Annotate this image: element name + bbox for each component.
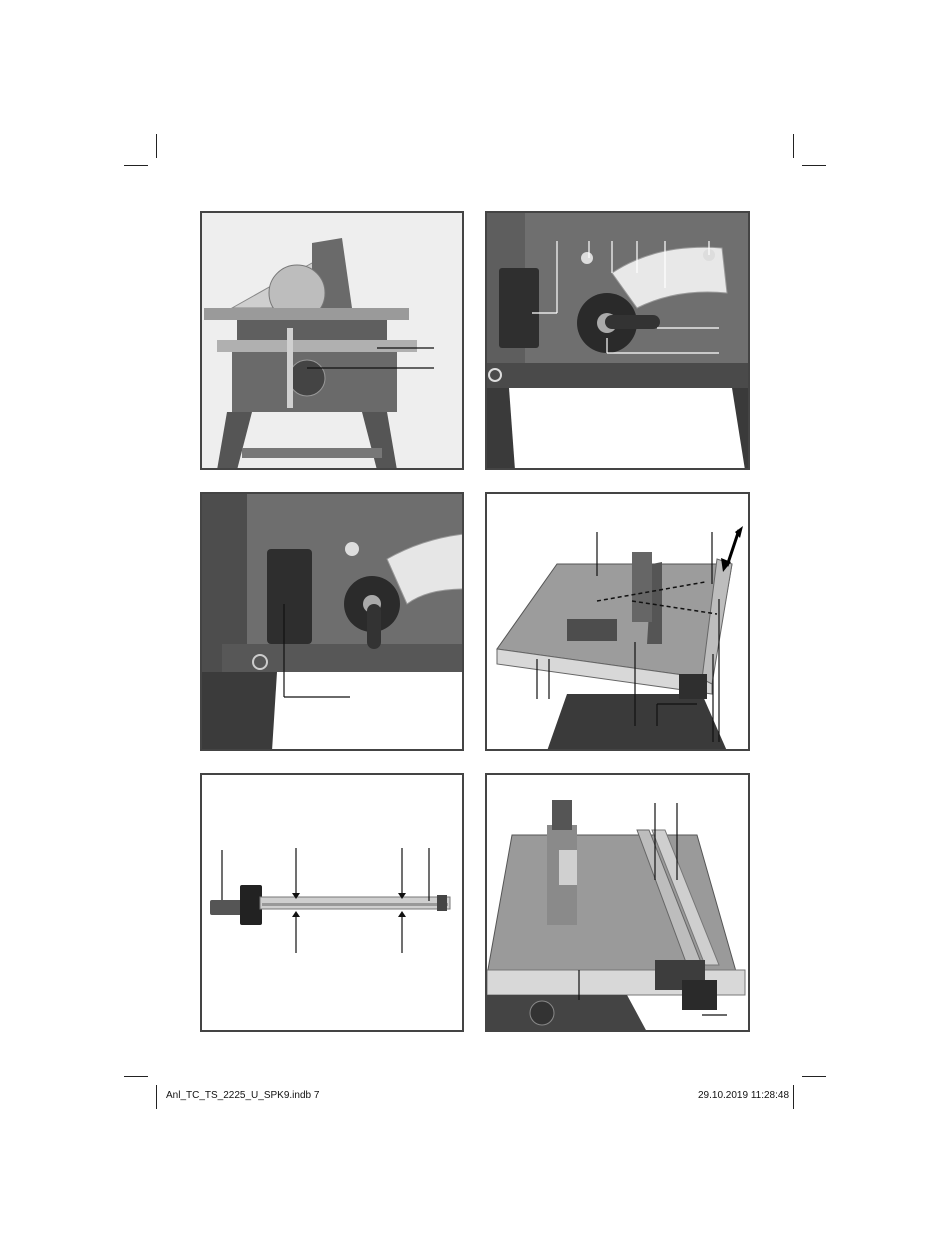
crop-mark [124, 165, 148, 166]
figure-panel-4 [485, 492, 750, 751]
crop-mark [793, 134, 794, 158]
crop-mark [802, 165, 826, 166]
side-latch-illustration [202, 494, 464, 751]
footer-file-name: Anl_TC_TS_2225_U_SPK9.indb 7 [166, 1090, 320, 1101]
crop-mark [802, 1076, 826, 1077]
figure-panel-2 [485, 211, 750, 470]
footer-datetime: 29.10.2019 11:28:48 [698, 1090, 790, 1101]
figure-panel-1 [200, 211, 464, 470]
table-top-fence-blade-illustration [487, 775, 750, 1032]
figure-panel-6 [485, 773, 750, 1032]
handwheel-scale-illustration [487, 213, 750, 470]
crop-mark [156, 134, 157, 158]
table-top-rip-fence-illustration [487, 494, 750, 751]
crop-mark [124, 1076, 148, 1077]
crop-mark [156, 1085, 157, 1109]
crop-mark [793, 1085, 794, 1109]
figure-panel-5 [200, 773, 464, 1032]
table-saw-front-illustration [202, 213, 464, 470]
figure-panel-3 [200, 492, 464, 751]
rip-fence-rail-illustration [202, 775, 464, 1032]
